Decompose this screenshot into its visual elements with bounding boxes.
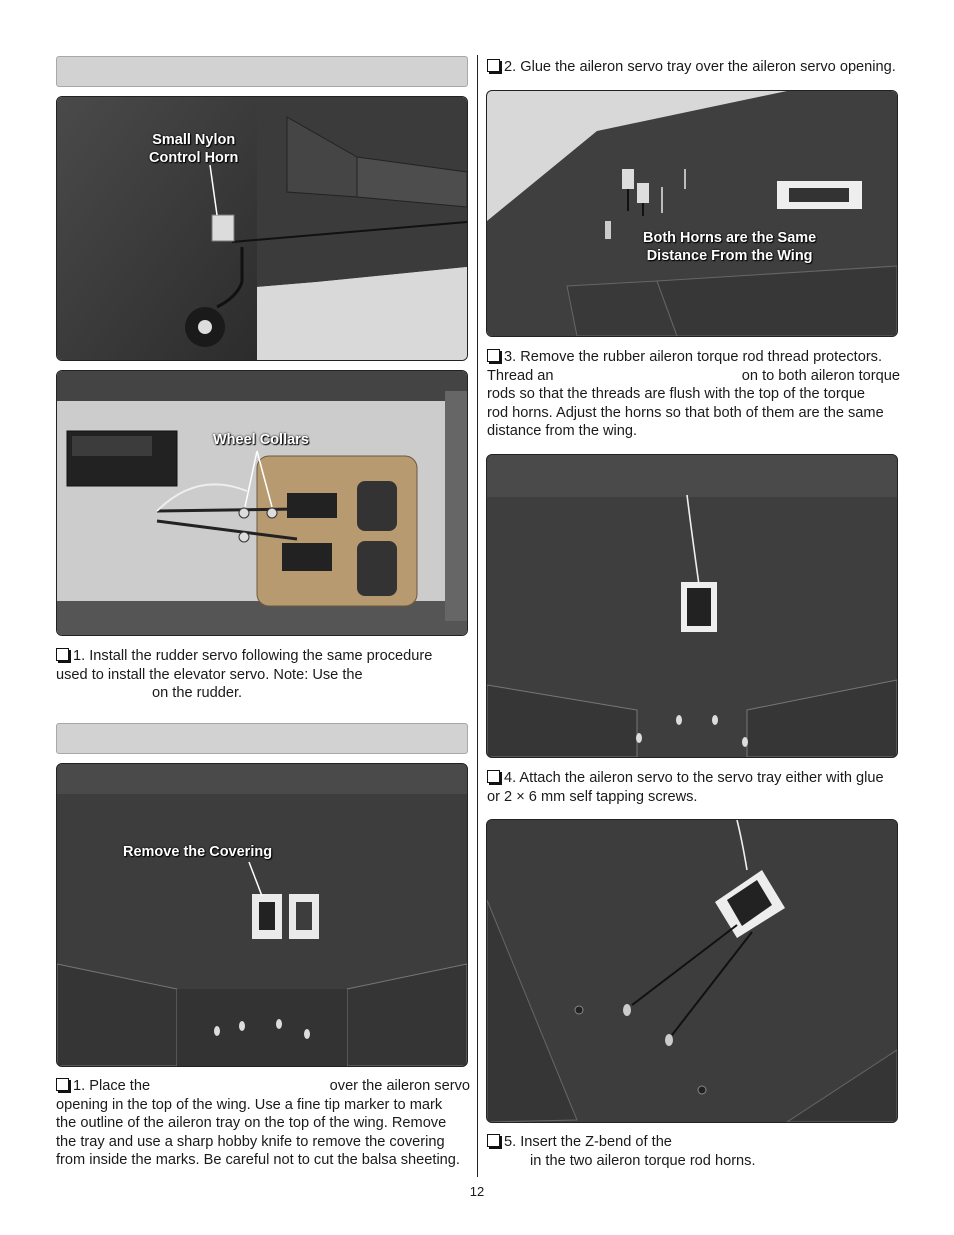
photo-horns-same-distance [486, 90, 898, 337]
photo-remove-covering [56, 763, 468, 1067]
step-torque-rod-horns [487, 348, 900, 441]
callout-small-nylon-horn [149, 131, 238, 167]
callout-wheel-collars: Wheel Collars [213, 432, 309, 448]
step-text-line: 4. Attach the aileron servo to the servo tray either with glue [504, 770, 884, 786]
photo-aileron-pushrods [486, 819, 898, 1123]
column-divider [477, 55, 478, 1177]
step-attach-servo [487, 769, 900, 806]
step-text-line: in the two aileron torque rod horns. [530, 1152, 756, 1169]
step-text-line: distance from the wing. [487, 423, 638, 440]
callout-line: Distance From the Wing [646, 248, 813, 264]
callout-line: Small Nylon [152, 132, 236, 148]
step-text-line: the tray and use a sharp hobby knife to remove the covering [56, 1133, 445, 1150]
callout-line: Control Horn [149, 150, 239, 166]
page-number: 12 [469, 1184, 485, 1199]
photo-wheel-collars [56, 370, 468, 636]
step-text-line: used to install the elevator servo. Note: Use the [56, 666, 363, 683]
section-header-rudder [56, 56, 468, 87]
step-text-line: rod horns. Adjust the horns so that both of them are the same [487, 404, 884, 421]
checkbox-icon[interactable] [487, 770, 500, 783]
section-header-aileron [56, 723, 468, 754]
step-glue-servo-tray [487, 58, 907, 77]
step-install-rudder-servo [56, 647, 467, 703]
checkbox-icon[interactable] [487, 59, 500, 72]
step-text-line: from inside the marks. Be careful not to cut the balsa sheeting. [56, 1152, 460, 1169]
step-text-line: the outline of the aileron tray on the top of the wing. Remove [56, 1115, 447, 1132]
step-text-line: 3. Remove the rubber aileron torque rod thread protectors. [504, 349, 883, 365]
step-place-aileron-tray [56, 1077, 470, 1170]
step-text-line: 2. Glue the aileron servo tray over the aileron servo opening. [504, 59, 896, 75]
callout-remove-covering: Remove the Covering [123, 844, 273, 860]
step-text-line: 1. Place the [73, 1078, 151, 1094]
step-text-line: or 2 × 6 mm self tapping screws. [487, 788, 698, 805]
checkbox-icon[interactable] [56, 648, 69, 661]
photo-servo-in-tray [486, 454, 898, 758]
photo-rudder-control-horn [56, 96, 468, 361]
step-text-line: 5. Insert the Z-bend of the [504, 1134, 672, 1150]
step-text-line: on the rudder. [152, 685, 243, 702]
step-text-line: rods so that the threads are flush with the top of the torque [487, 386, 866, 403]
step-text-line: on to both aileron torque [741, 367, 900, 384]
step-text-line: 1. Install the rudder servo following the same procedure [73, 648, 433, 664]
checkbox-icon[interactable] [487, 349, 500, 362]
step-text-line: opening in the top of the wing. Use a fine tip marker to mark [56, 1096, 443, 1113]
checkbox-icon[interactable] [56, 1078, 69, 1091]
checkbox-icon[interactable] [487, 1134, 500, 1147]
step-text-line: Thread an [487, 367, 554, 384]
step-insert-z-bend [487, 1133, 900, 1170]
step-text-line: over the aileron servo [329, 1078, 470, 1094]
callout-line: Both Horns are the Same [643, 230, 817, 246]
callout-both-horns [643, 229, 816, 265]
